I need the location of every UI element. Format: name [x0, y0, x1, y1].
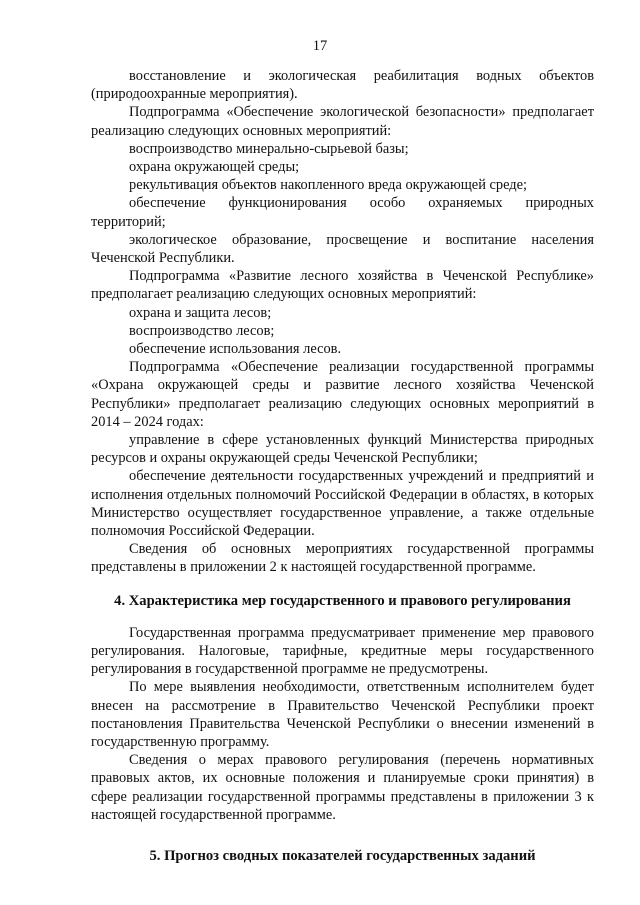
- section-heading-4: 4. Характеристика мер государственного и правового регулирования: [114, 592, 571, 609]
- paragraph: Государственная программа предусматривает применение мер правового регулирования. Налоговые, тарифные, кредитные меры государственного регулирования в государственной программе не предусмотрены.: [91, 624, 594, 678]
- paragraph: Сведения об основных мероприятиях государственной программы представлены в приложении 2 к настоящей государственной программе.: [91, 541, 594, 576]
- list-item: обеспечение деятельности государственных учреждений и предприятий и исполнения отдельных полномочий Российской Федерации в областях, в которых Министерство осуществляет государственное управление, а также отдельные полномочия Российской Федерации.: [91, 468, 594, 540]
- paragraph: восстановление и экологическая реабилитация водных объектов (природоохранные мероприятия).: [91, 68, 594, 103]
- page-number: 17: [312, 38, 328, 54]
- list-item: обеспечение использования лесов.: [129, 341, 342, 358]
- list-item: охрана и защита лесов;: [129, 304, 272, 321]
- list-item: охрана окружающей среды;: [129, 159, 300, 176]
- list-item: обеспечение функционирования особо охраняемых природных территорий;: [91, 195, 594, 230]
- paragraph: Подпрограмма «Обеспечение экологической безопасности» предполагает реализацию следующих основных мероприятий:: [91, 104, 594, 139]
- list-item: воспроизводство минерально-сырьевой базы;: [129, 140, 409, 157]
- paragraph: Подпрограмма «Развитие лесного хозяйства в Чеченской Республике» предполагает реализацию следующих основных мероприятий:: [91, 268, 594, 303]
- section-heading-5: 5. Прогноз сводных показателей государственных заданий: [149, 847, 536, 864]
- page-body: [91, 67, 594, 879]
- list-item: экологическое образование, просвещение и воспитание населения Чеченской Республики.: [91, 231, 594, 267]
- paragraph: По мере выявления необходимости, ответственным исполнителем будет внесен на рассмотрение в Правительство Чеченской Республики проект постановления Правительства Чеченской Республики о внесении изменений в государственную программу.: [91, 679, 594, 750]
- paragraph: Подпрограмма «Обеспечение реализации государственной программы «Охрана окружающей среды и развитие лесного хозяйства Чеченской Республики» предполагает реализацию следующих основных мероприятий в 2014 – 2024 годах:: [91, 359, 594, 430]
- list-item: управление в сфере установленных функций Министерства природных ресурсов и охраны окружающей среды Чеченской Республики;: [91, 432, 594, 467]
- paragraph: Сведения о мерах правового регулирования (перечень нормативных правовых актов, их основные положения и планируемые сроки принятия) в сфере реализации государственной программы представлены в приложении 3 к настоящей государственной программе.: [91, 752, 594, 823]
- list-item: воспроизводство лесов;: [129, 322, 275, 339]
- list-item: рекультивация объектов накопленного вреда окружающей среде;: [129, 177, 527, 194]
